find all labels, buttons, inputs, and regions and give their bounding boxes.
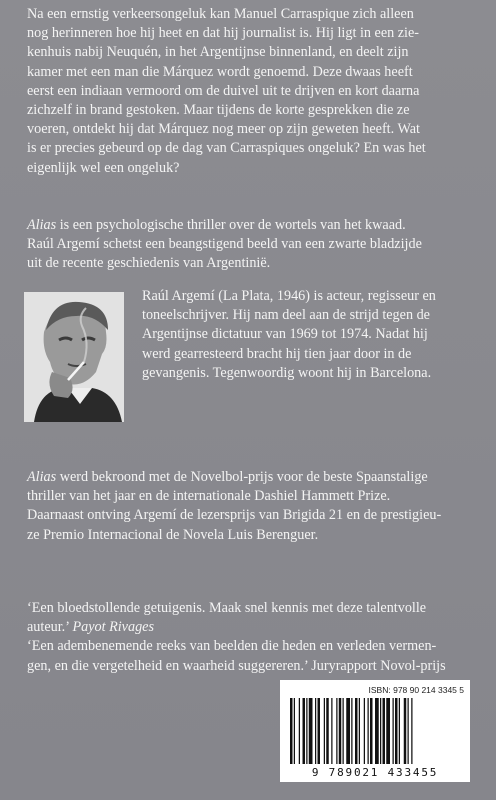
press-quotes bbox=[27, 599, 487, 676]
barcode-bar bbox=[315, 698, 316, 764]
author-portrait-image bbox=[24, 292, 124, 422]
summary-line: is er precies gebeurd op de dag van Carraspiques ongeluk? En was het bbox=[27, 140, 426, 157]
barcode-bar bbox=[408, 698, 409, 764]
author-bio bbox=[142, 287, 482, 383]
author-photo bbox=[24, 292, 124, 422]
award-line: werd bekroond met de Novelbol-prijs voor de beste Spaanstalige bbox=[56, 469, 428, 485]
summary-line: kenhuis nabij Neuquén, in het Argentijnse binnenland, en deelt zijn bbox=[27, 44, 409, 61]
award-line: Daarnaast ontving Argemí de lezersprijs van Brigida 21 en de prestigieu- bbox=[27, 507, 442, 524]
summary-line: Na een ernstig verkeersongeluk kan Manuel Carraspique zich alleen bbox=[27, 6, 414, 22]
barcode-bar bbox=[399, 698, 400, 764]
barcode-bar bbox=[411, 698, 412, 764]
barcode-bar bbox=[380, 698, 381, 764]
barcode-bars bbox=[286, 698, 464, 766]
barcode-bar bbox=[303, 698, 306, 764]
award-line: ze Premio Internacional de Novela Luis Berenguer. bbox=[27, 526, 319, 543]
barcode-digits: 9 789021 433455 bbox=[311, 766, 439, 779]
bio-line: gevangenis. Tegenwoordig woont hij in Barcelona. bbox=[142, 364, 432, 381]
bio-line: Raúl Argemí (La Plata, 1946) is acteur, regisseur en bbox=[142, 288, 436, 304]
barcode-bar bbox=[339, 698, 342, 764]
barcode-bar bbox=[386, 698, 390, 764]
barcode-bar bbox=[351, 698, 352, 764]
barcode-bar bbox=[294, 698, 295, 764]
award-text bbox=[27, 468, 475, 545]
summary-line: voeren, ontdekt hij dat Márquez nog meer op zijn geweten heeft. Wat bbox=[27, 121, 420, 138]
barcode-bar bbox=[343, 698, 344, 764]
barcode-bar bbox=[383, 698, 386, 764]
barcode-bar bbox=[395, 698, 398, 764]
barcode-bar bbox=[331, 698, 332, 764]
barcode-bar bbox=[370, 698, 373, 764]
barcode-bar bbox=[375, 698, 379, 764]
barcode-panel bbox=[280, 680, 470, 782]
summary-line: eigenlijk wel een ongeluk? bbox=[27, 159, 180, 176]
quote-source: Payot Rivages bbox=[72, 619, 154, 636]
quote-line: ‘Een bloedstollende getuigenis. Maak snel kennis met deze talentvolle bbox=[27, 600, 427, 616]
barcode-bar bbox=[346, 698, 350, 764]
barcode-bar bbox=[355, 698, 358, 764]
summary-text bbox=[27, 5, 475, 178]
barcode-bar bbox=[359, 698, 360, 764]
intro-line: uit de recente geschiedenis van Argentinië. bbox=[27, 255, 271, 272]
isbn-label: ISBN: 978 90 214 3345 5 bbox=[368, 685, 464, 695]
barcode-bar bbox=[368, 698, 369, 764]
award-line: thriller van het jaar en de internationale Dashiel Hammett Prize. bbox=[27, 488, 391, 505]
barcode-bar bbox=[324, 698, 325, 764]
barcode-bar bbox=[393, 698, 394, 764]
barcode-bar bbox=[364, 698, 365, 764]
quote-line: gen, en die vergetelheid en waarheid suggereren.’ Juryrapport Novol-prijs bbox=[27, 657, 446, 674]
bio-line: Argentijnse dictatuur van 1969 tot 1974. Nadat hij bbox=[142, 326, 428, 343]
barcode-bar bbox=[326, 698, 329, 764]
intro-text bbox=[27, 216, 475, 274]
quote-line: auteur.’ bbox=[27, 619, 73, 636]
barcode-bar bbox=[299, 698, 300, 764]
barcode-bar bbox=[318, 698, 321, 764]
bio-line: werd gearresteerd bracht hij tien jaar door in de bbox=[142, 345, 412, 362]
barcode-bar bbox=[336, 698, 337, 764]
barcode-bar bbox=[306, 698, 307, 764]
summary-line: nog herinneren hoe hij heet en dat hij journalist is. Hij ligt in een zie- bbox=[27, 25, 420, 42]
bio-line: toneelschrijver. Hij nam deel aan de strijd tegen de bbox=[142, 307, 430, 324]
barcode-bar bbox=[309, 698, 313, 764]
barcode-bar bbox=[404, 698, 407, 764]
barcode-bar bbox=[290, 698, 293, 764]
book-title: Alias bbox=[27, 469, 57, 485]
summary-line: zichzelf in brand gestoken. Maar tijdens de korte gesprekken die ze bbox=[27, 102, 410, 119]
intro-line: is een psychologische thriller over de wortels van het kwaad. bbox=[56, 217, 406, 233]
book-title: Alias bbox=[27, 217, 57, 233]
summary-line: eerst een indiaan vermoord om de duivel uit te drijven en kort daarna bbox=[27, 82, 420, 99]
quote-line: ‘Een adembenemende reeks van beelden die heden en verleden vermen- bbox=[27, 638, 437, 655]
summary-line: kamer met een man die Márquez wordt genoemd. Deze dwaas heeft bbox=[27, 63, 413, 80]
intro-line: Raúl Argemí schetst een beangstigend beeld van een zwarte bladzijde bbox=[27, 236, 422, 253]
